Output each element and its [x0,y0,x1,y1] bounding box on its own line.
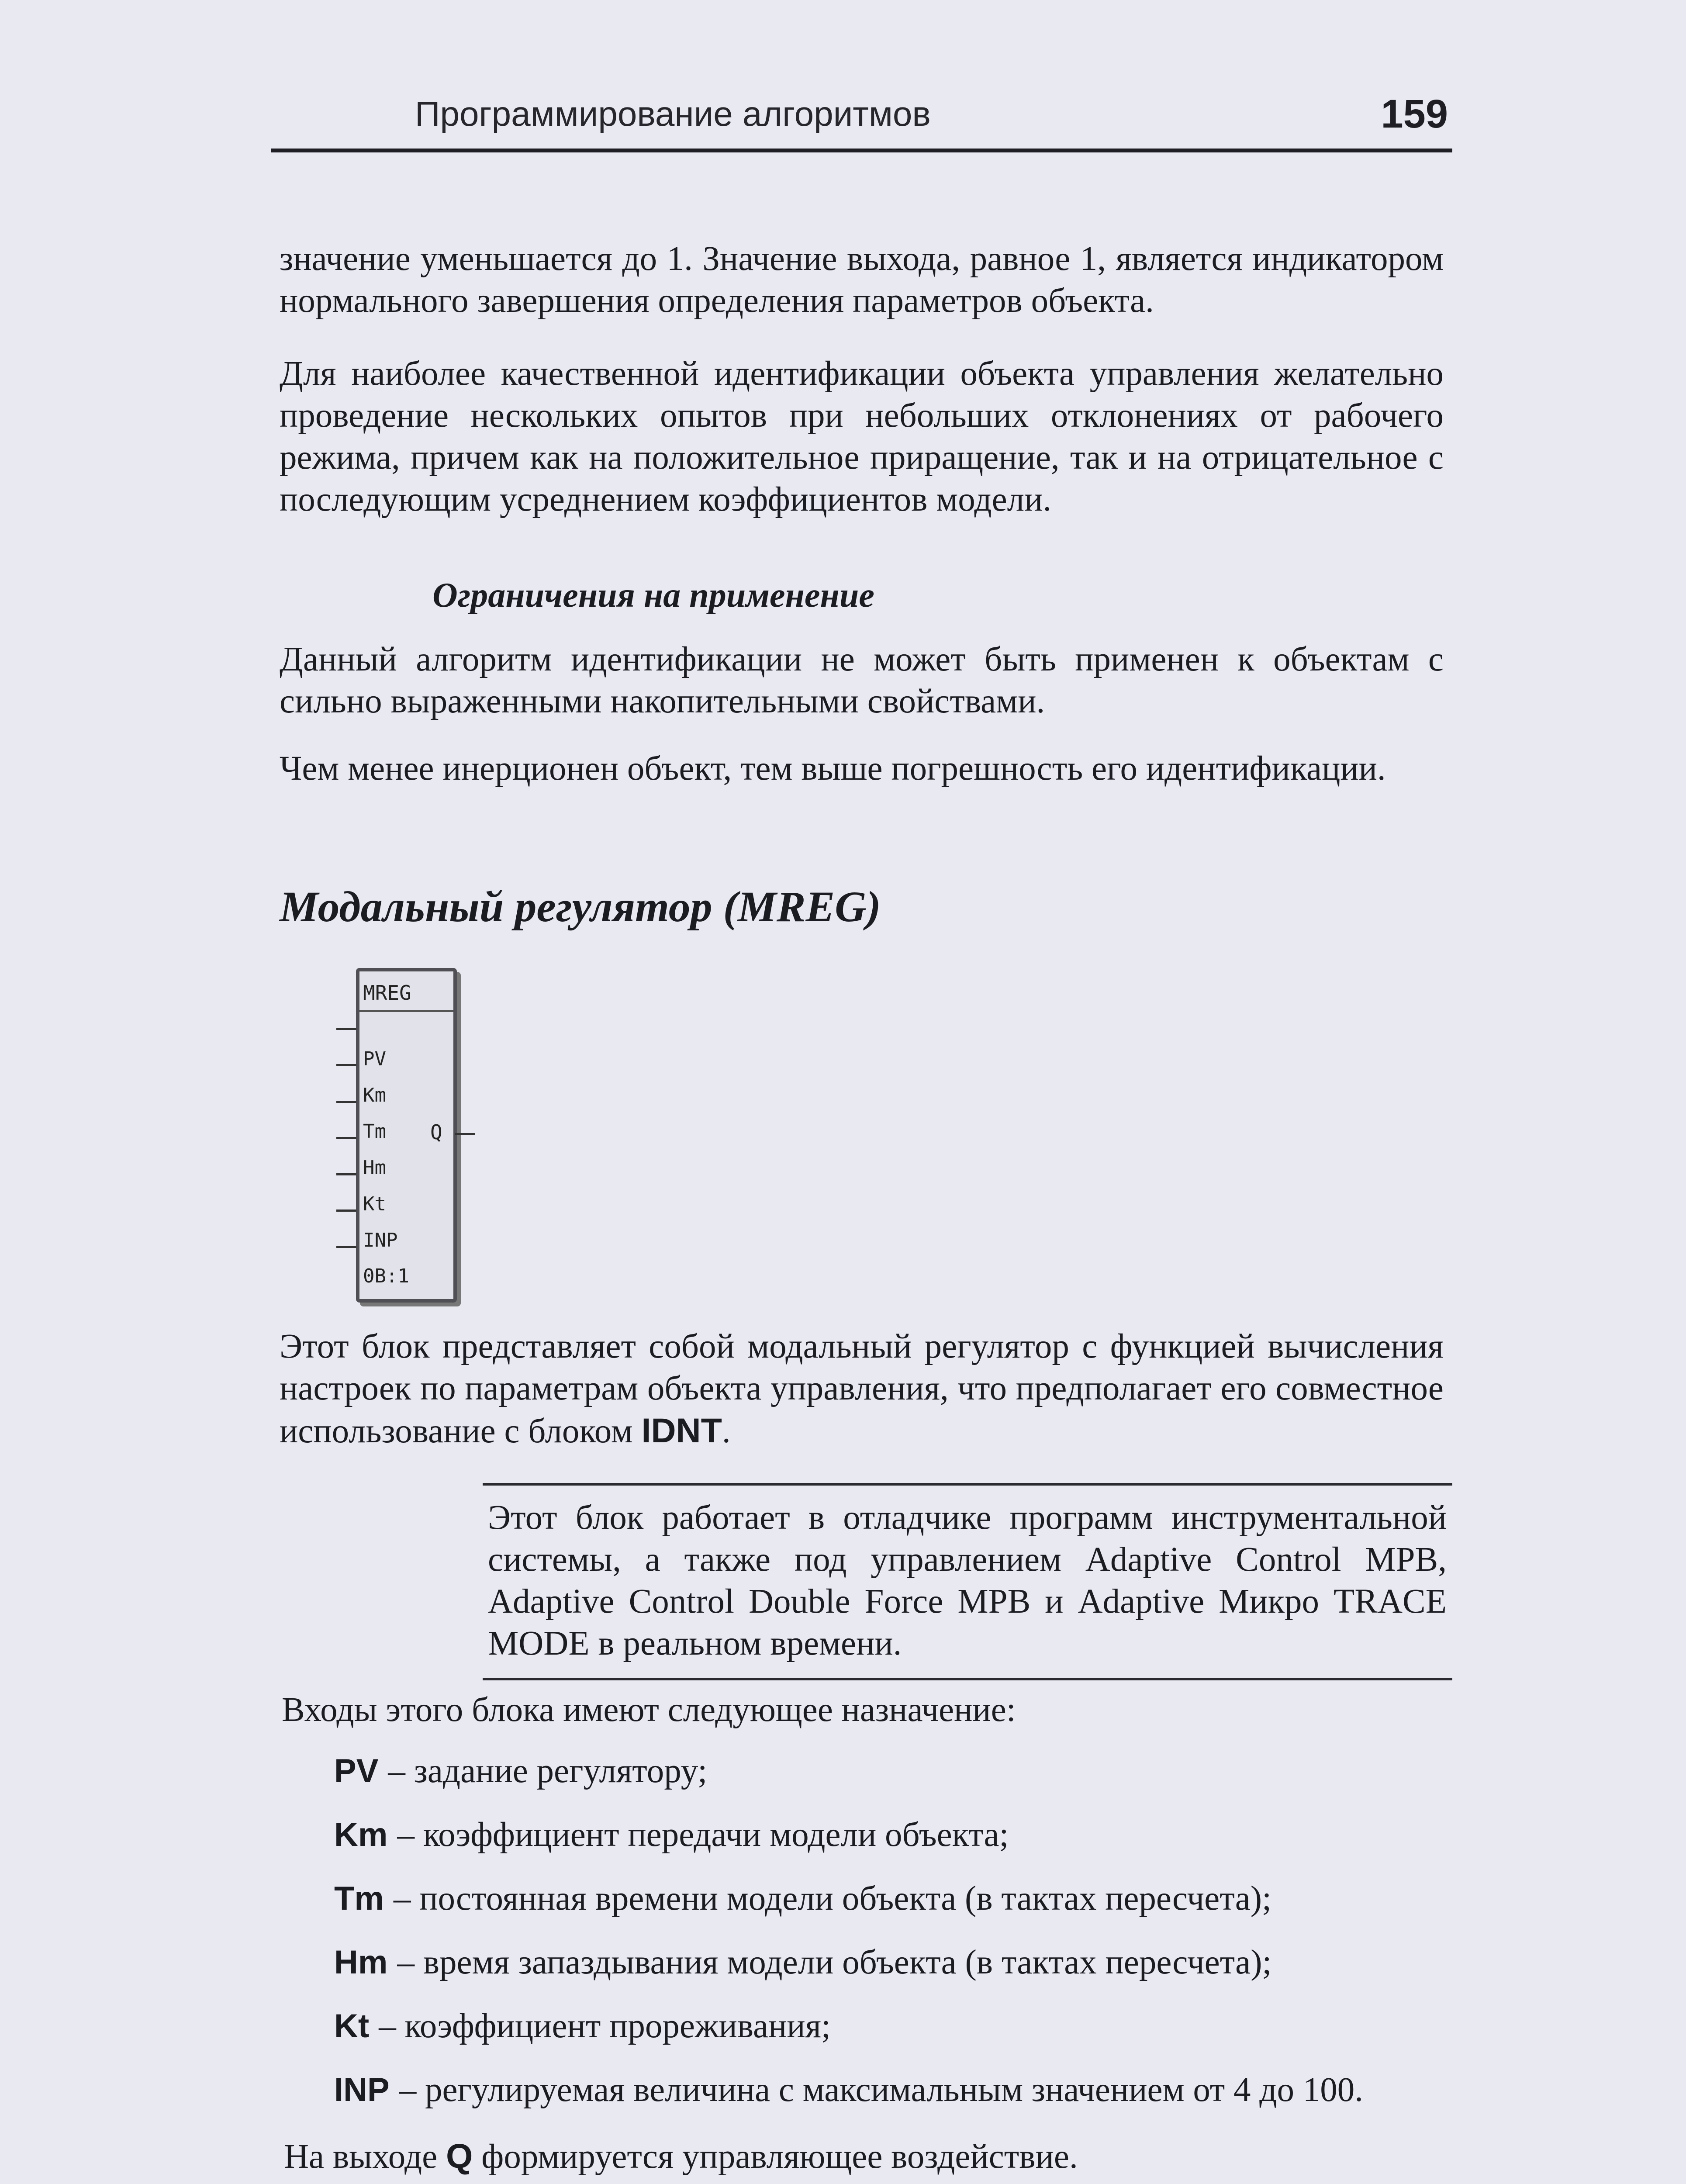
input-name: INP [334,2071,390,2108]
paragraph-3: Данный алгоритм идентификации не может быть применен к объектам с сильно выраженными накопительными свойствами. [280,640,1444,720]
port-pv: PV [363,1048,386,1070]
port-hm: Hm [363,1157,386,1179]
function-block-diagram [332,965,507,1306]
input-pin [336,1209,356,1212]
page-number: 159 [1381,92,1448,136]
inputs-intro: Входы этого блока имеют следующее назначение: [282,1691,1016,1729]
output-description [284,2136,1078,2177]
block-description-text: Этот блок представляет собой модальный регулятор с функцией вычисления настроек по параметрам объекта управления, что предполагает его совместное использование с блоком [280,1327,1444,1450]
input-pin [336,1137,356,1139]
paragraph-1: значение уменьшается до 1. Значение выхода, равное 1, является индикатором нормального завершения определения параметров объекта. [280,240,1444,320]
block-description [280,1326,1444,1452]
port-kt: Kt [363,1193,386,1215]
block-footer-label: 0B:1 [363,1265,409,1287]
input-description: – задание регулятору; [388,1752,708,1790]
input-description: – постоянная времени модели объекта (в тактах пересчета); [394,1880,1272,1918]
note-box [483,1483,1452,1680]
list-item [334,2070,1363,2134]
port-km: Km [363,1084,386,1106]
section-title: Модальный регулятор (MREG) [280,882,881,931]
input-name: Tm [334,1880,384,1917]
paragraph-2: Для наиболее качественной идентификации объекта управления желательно проведение нескольких опытов при небольших отклонениях от рабочего режима, причем как на положительное приращение, так и на отрицательное с последующим усреднением коэффициентов модели. [280,355,1444,518]
output-port-q: Q [430,1120,442,1144]
input-name: Hm [334,1944,388,1981]
output-suffix: формируется управляющее воздействие. [473,2138,1078,2176]
output-prefix: На выходе [284,2138,446,2176]
output-pin [455,1133,475,1135]
input-description: – коэффициент прореживания; [379,2007,831,2045]
input-description: – регулируемая величина с максимальным значением от 4 до 100. [399,2071,1363,2109]
function-block-title: MREG [363,981,411,1005]
input-description: – время запаздывания модели объекта (в тактах пересчета); [397,1943,1272,1981]
input-name: Km [334,1816,388,1853]
block-reference-idnt: IDNT [641,1411,722,1450]
port-inp: INP [363,1229,398,1251]
input-pin [336,1101,356,1103]
input-description: – коэффициент передачи модели объекта; [397,1816,1009,1854]
block-description-end: . [722,1412,731,1450]
paragraph-4: Чем менее инерционен объект, тем выше погрешность его идентификации. [280,750,1386,788]
list-item [334,1943,1363,2007]
subheading-restrictions: Ограничения на применение [432,576,874,615]
input-pin [336,1028,356,1030]
inputs-list [334,1752,1363,2134]
input-pin [336,1173,356,1175]
running-header [271,90,1452,152]
output-name: Q [446,2136,473,2175]
title-divider [359,1010,453,1012]
input-pin [336,1064,356,1066]
input-name: PV [334,1752,379,1790]
list-item [334,2007,1363,2070]
list-item [334,1752,1363,1815]
input-name: Kt [334,2008,370,2045]
port-tm: Tm [363,1120,386,1143]
input-pin [336,1246,356,1248]
list-item [334,1879,1363,1943]
list-item [334,1815,1363,1879]
running-header-title: Программирование алгоритмов [415,94,931,133]
note-text: Этот блок работает в отладчике программ инструментальной системы, а также под управлением Adaptive Control MPB, Adaptive Control Double Force MPB и Adaptive Микро TRACE MODE в реальном времени. [488,1499,1447,1662]
